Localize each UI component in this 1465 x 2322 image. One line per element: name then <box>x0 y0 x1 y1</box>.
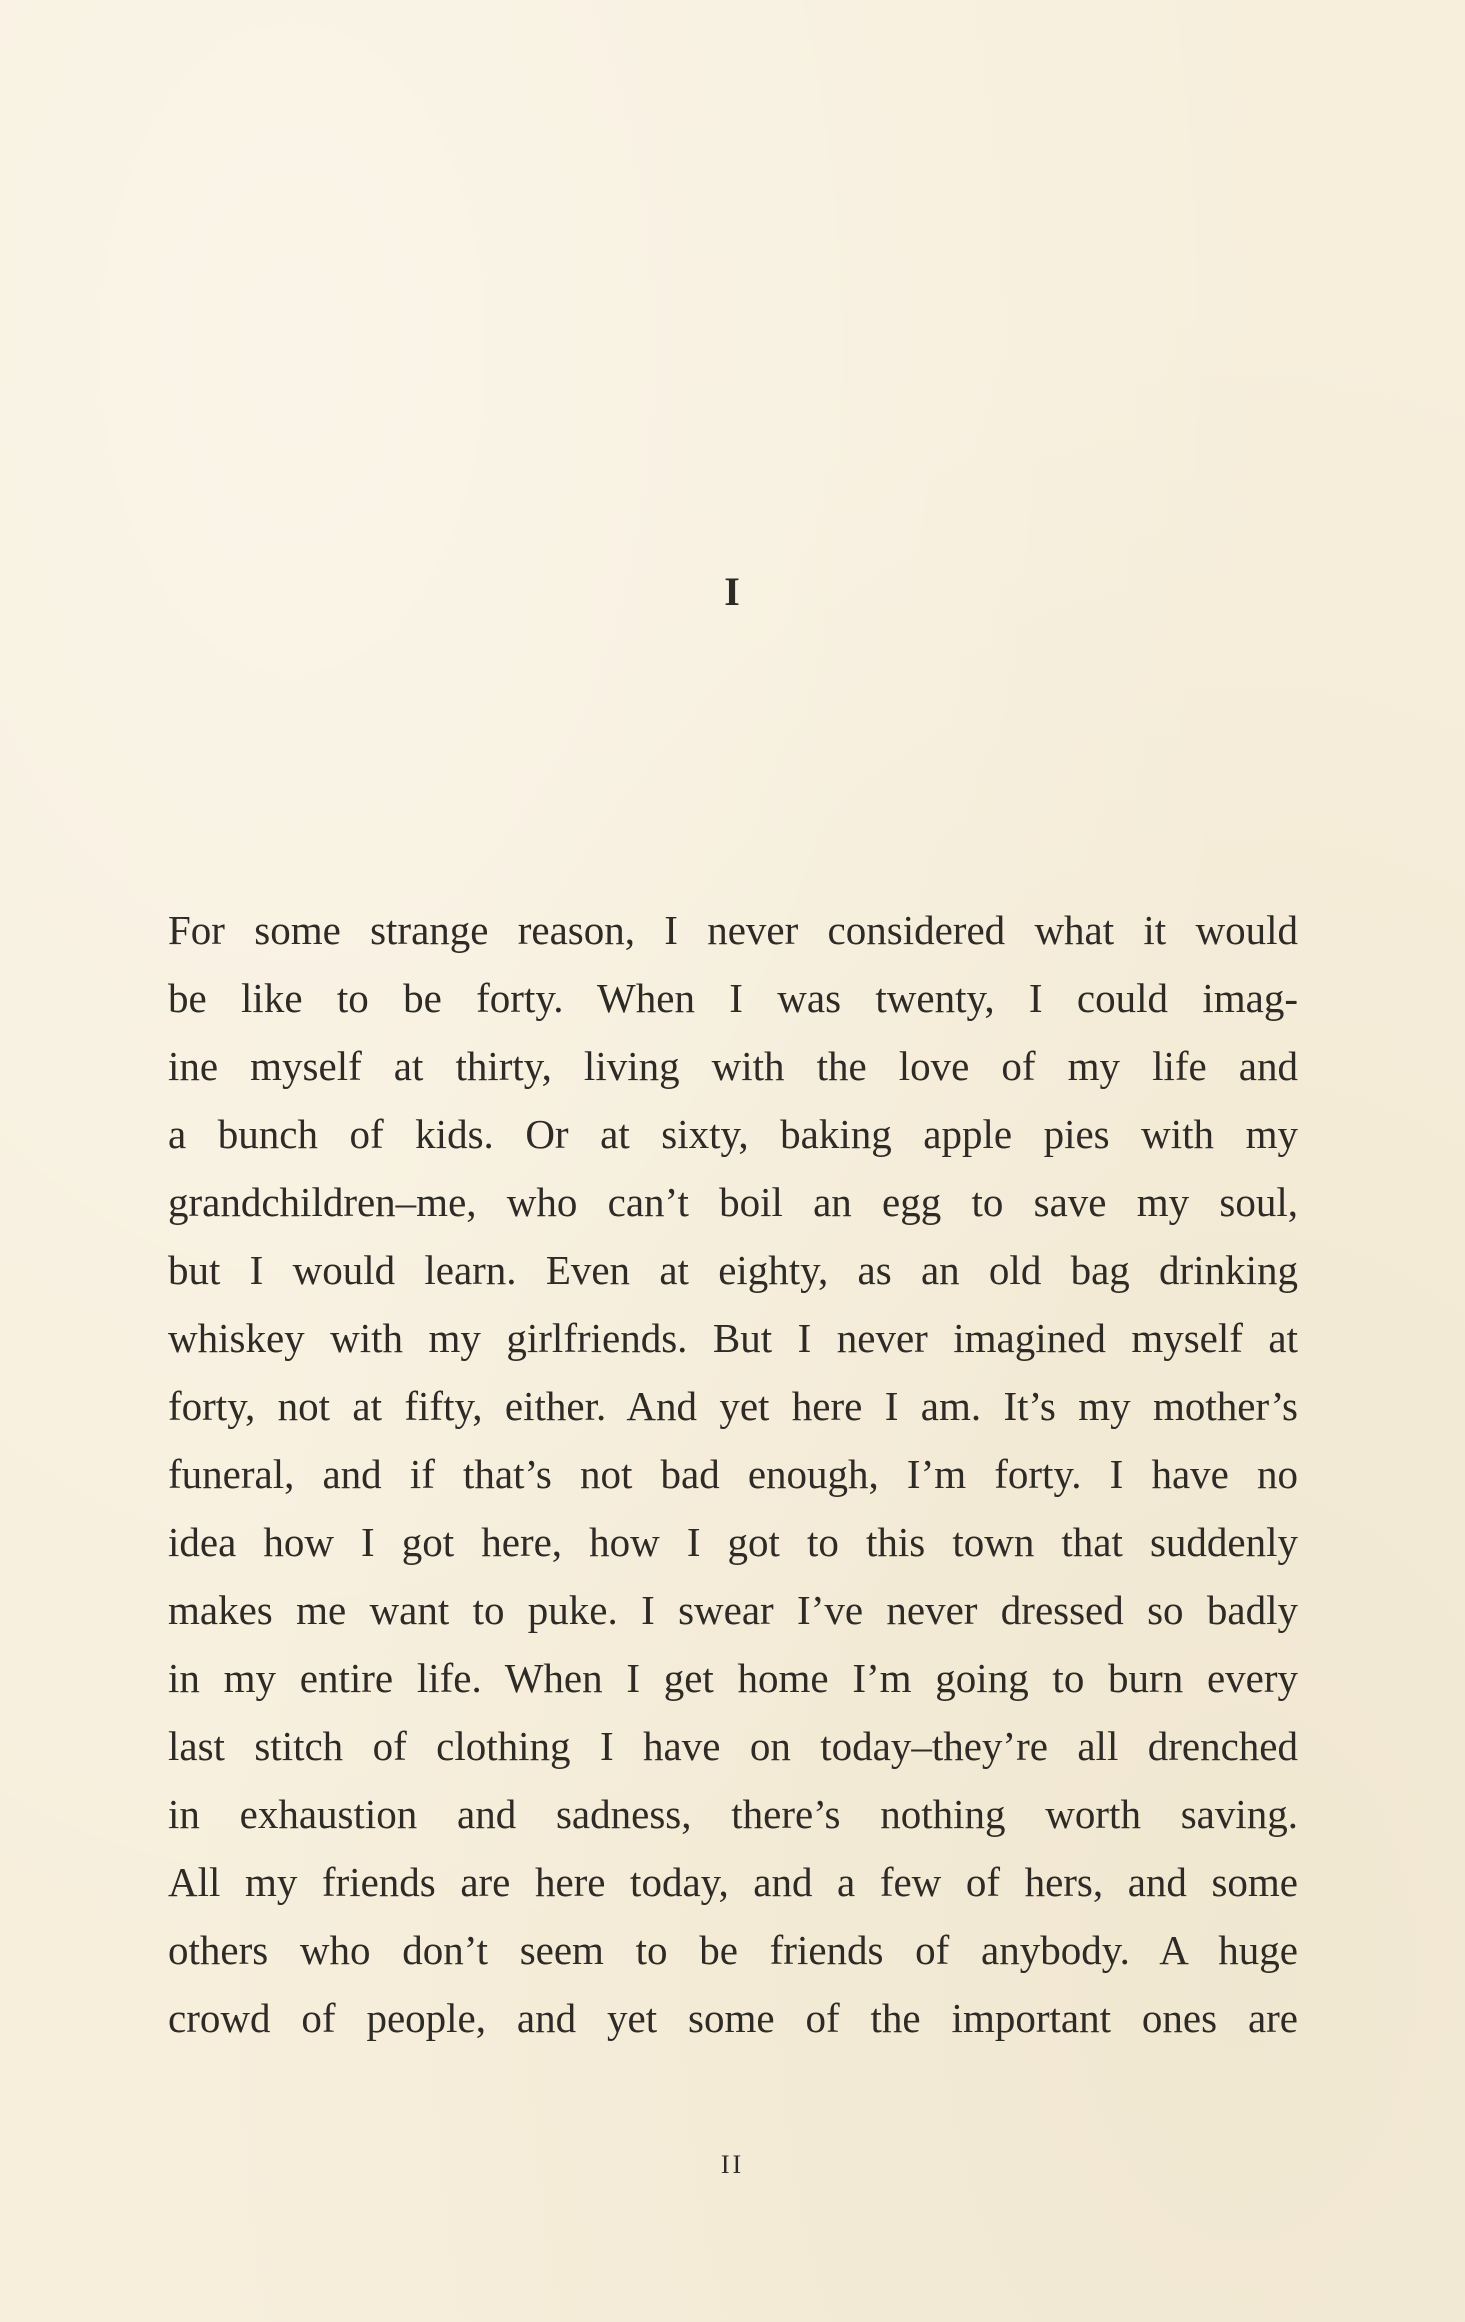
body-paragraph <box>168 896 1298 2052</box>
text-line: be like to be forty. When I was twenty, I could imag- <box>168 975 1298 1021</box>
text-line: others who don’t seem to be friends of anybody. A huge <box>168 1927 1298 1973</box>
text-line: forty, not at fifty, either. And yet here I am. It’s my mother’s <box>168 1383 1298 1429</box>
text-line: grandchildren–me, who can’t boil an egg to save my soul, <box>168 1179 1298 1225</box>
text-line: All my friends are here today, and a few of hers, and some <box>168 1859 1298 1905</box>
page-number: II <box>720 2150 745 2179</box>
text-line: in exhaustion and sadness, there’s nothing worth saving. <box>168 1791 1298 1837</box>
text-line: ine myself at thirty, living with the love of my life and <box>168 1043 1298 1089</box>
text-line: last stitch of clothing I have on today–they’re all drenched <box>168 1723 1298 1769</box>
text-line: funeral, and if that’s not bad enough, I’m forty. I have no <box>168 1451 1298 1497</box>
text-line: in my entire life. When I get home I’m going to burn every <box>168 1655 1298 1701</box>
text-line: For some strange reason, I never considered what it would <box>168 907 1298 953</box>
text-line: crowd of people, and yet some of the important ones are <box>168 1995 1298 2041</box>
text-line: a bunch of kids. Or at sixty, baking apple pies with my <box>168 1111 1298 1157</box>
text-line: idea how I got here, how I got to this town that suddenly <box>168 1519 1298 1565</box>
text-line: whiskey with my girlfriends. But I never imagined myself at <box>168 1315 1298 1361</box>
text-line: makes me want to puke. I swear I’ve never dressed so badly <box>168 1587 1298 1633</box>
text-line: but I would learn. Even at eighty, as an old bag drinking <box>168 1247 1298 1293</box>
chapter-number: I <box>724 569 741 614</box>
